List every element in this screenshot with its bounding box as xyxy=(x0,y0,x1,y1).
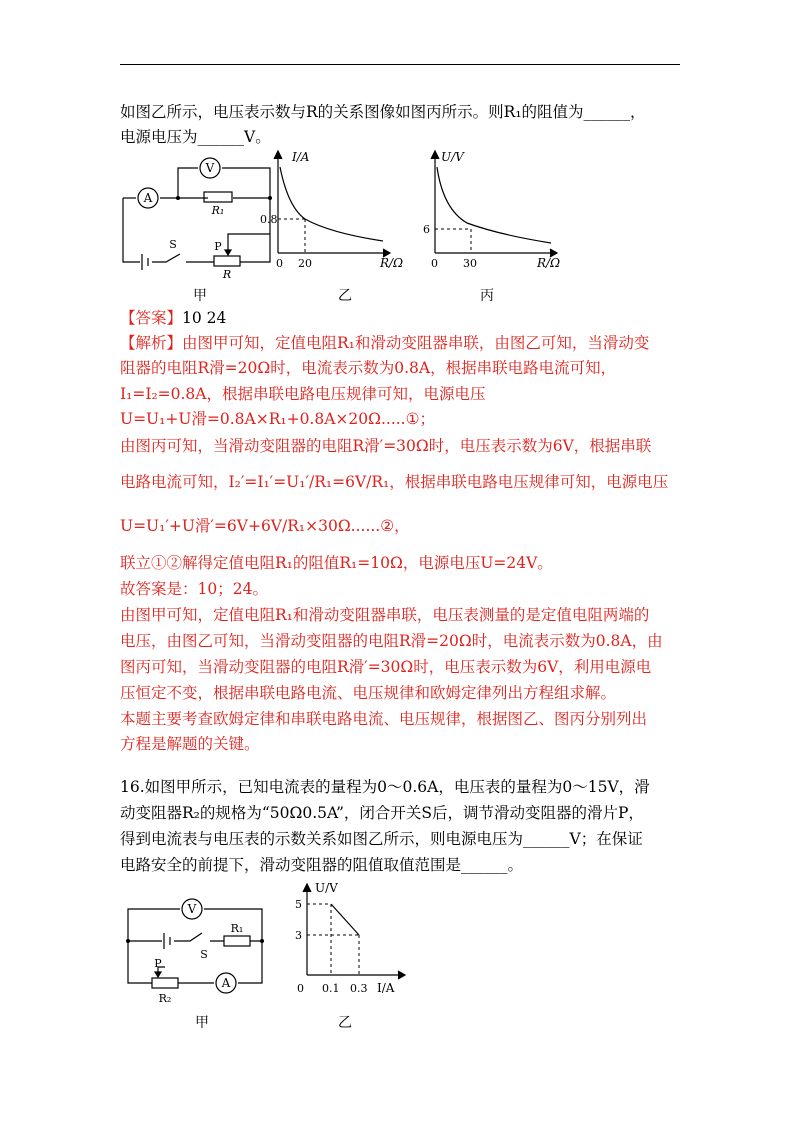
fig15-yi-caption: 乙 xyxy=(338,288,352,304)
analysis-line-10: 由图甲可知，定值电阻R₁和滑动变阻器串联，电压表测量的是定值电阻两端的 xyxy=(120,606,650,624)
analysis-line-4: U=U₁+U滑=0.8A×R₁+0.8A×20Ω.....①； xyxy=(120,410,436,428)
fig16-yi-caption: 乙 xyxy=(338,1015,352,1031)
analysis-line-7: U=U₁′+U滑′=6V+6V/R₁×30Ω......②， xyxy=(120,517,410,535)
analysis-line-12: 图丙可知，当滑动变阻器的电阻R滑′=30Ω时，电压表示数为6V，利用电源电 xyxy=(120,658,652,676)
fig16-tick-x0: 0 xyxy=(297,982,304,995)
switch16-label: S xyxy=(200,948,208,961)
analysis-line-5: 由图丙可知，当滑动变阻器的电阻R滑′=30Ω时，电压表示数为6V，根据串联 xyxy=(120,437,652,455)
fig16-tick-x3: 0.3 xyxy=(350,982,368,995)
yi-tick-x: 20 xyxy=(298,257,312,270)
analysis-line-13: 压恒定不变，根据串联电路电流、电压规律和欧姆定律列出方程组求解。 xyxy=(120,684,617,702)
q16-line-2: 动变阻器R₂的规格为“50Ω0.5A”，闭合开关S后，调节滑动变阻器的滑片P， xyxy=(120,804,644,822)
fig16-tick-y3: 3 xyxy=(295,929,302,942)
fig16-circuit xyxy=(118,895,273,1010)
bing-tick-y: 6 xyxy=(423,223,430,236)
bing-xlabel: R/Ω xyxy=(537,256,561,270)
analysis-line-6: 电路电流可知，I₂′=I₁′=U₁′/R₁=6V/R₁，根据串联电路电压规律可知，电源电压 xyxy=(120,473,669,491)
analysis-tag: 【解析】 xyxy=(120,334,183,352)
analysis-line-11: 电压，由图乙可知，当滑动变阻器的电阻R滑=20Ω时，电流表示数为0.8A，由 xyxy=(120,632,663,650)
fig16-ylabel: U/V xyxy=(315,881,338,895)
bing-tick-x: 30 xyxy=(463,257,477,270)
q15-line-2: 电源电压为______V。 xyxy=(120,128,271,146)
q16-line-3: 得到电流表与电压表的示数关系如图乙所示，则电源电压为______V；在保证 xyxy=(120,830,643,848)
yi-tick-y: 0.8 xyxy=(260,213,278,226)
r1-16-label: R₁ xyxy=(230,922,244,935)
analysis-line-1 xyxy=(120,333,649,353)
answer15 xyxy=(120,308,226,328)
analysis-line-3: I₁=I₂=0.8A，根据串联电路电压规律可知，电源电压 xyxy=(120,385,486,403)
yi-xlabel: R/Ω xyxy=(380,256,404,270)
bing-ylabel: U/V xyxy=(441,150,464,164)
fig16-xlabel: I/A xyxy=(377,981,395,995)
slider-label: P xyxy=(214,240,222,253)
fig15-jia-caption: 甲 xyxy=(193,288,207,304)
voltmeter16-label: V xyxy=(187,902,197,916)
q16-line-1: 16.如图甲所示，已知电流表的量程为0～0.6A，电压表的量程为0～15V，滑 xyxy=(120,778,650,796)
ammeter16-label: A xyxy=(221,976,231,990)
fig16-tick-y5: 5 xyxy=(295,898,302,911)
fig16-yi-graph xyxy=(285,880,415,1000)
analysis-text-1: 由图甲可知，定值电阻R₁和滑动变阻器串联，由图乙可知，当滑动变 xyxy=(182,334,650,352)
voltmeter-label: V xyxy=(205,161,215,175)
header-rule xyxy=(120,64,680,65)
r2-label: R₂ xyxy=(158,992,172,1005)
fig16-jia-caption: 甲 xyxy=(195,1015,209,1031)
fig15-bing-caption: 丙 xyxy=(480,288,494,304)
slider16-label: P xyxy=(154,957,162,970)
analysis-line-8: 联立①②解得定值电阻R₁的阻值R₁=10Ω，电源电压U=24V。 xyxy=(120,554,553,572)
analysis-line-2: 阻器的电阻R滑=20Ω时，电流表示数为0.8A，根据串联电路电流可知， xyxy=(120,359,617,377)
analysis-line-9: 故答案是：10；24。 xyxy=(120,580,268,598)
analysis-line-14: 本题主要考查欧姆定律和串联电路电流、电压规律，根据图乙、图丙分别列出 xyxy=(120,710,648,728)
yi-tick-x0: 0 xyxy=(276,257,283,270)
answer-value: 10 24 xyxy=(182,309,227,327)
fig15-bing-graph xyxy=(415,145,575,275)
answer-tag: 【答案】 xyxy=(120,309,183,327)
ammeter-label: A xyxy=(143,191,153,205)
r-label: R xyxy=(222,268,232,281)
q16-line-4: 电路安全的前提下，滑动变阻器的阻值取值范围是______。 xyxy=(120,856,524,874)
fig15-yi-graph xyxy=(250,145,410,275)
yi-ylabel: I/A xyxy=(292,150,310,164)
bing-tick-x0: 0 xyxy=(431,257,438,270)
q15-line-1: 如图乙所示，电压表示数与R的关系图像如图丙所示。则R₁的阻值为______， xyxy=(120,103,646,121)
analysis-line-15: 方程是解题的关键。 xyxy=(120,735,260,753)
switch-label: S xyxy=(169,238,177,251)
r1-label: R₁ xyxy=(211,204,225,217)
fig16-tick-x1: 0.1 xyxy=(322,982,340,995)
